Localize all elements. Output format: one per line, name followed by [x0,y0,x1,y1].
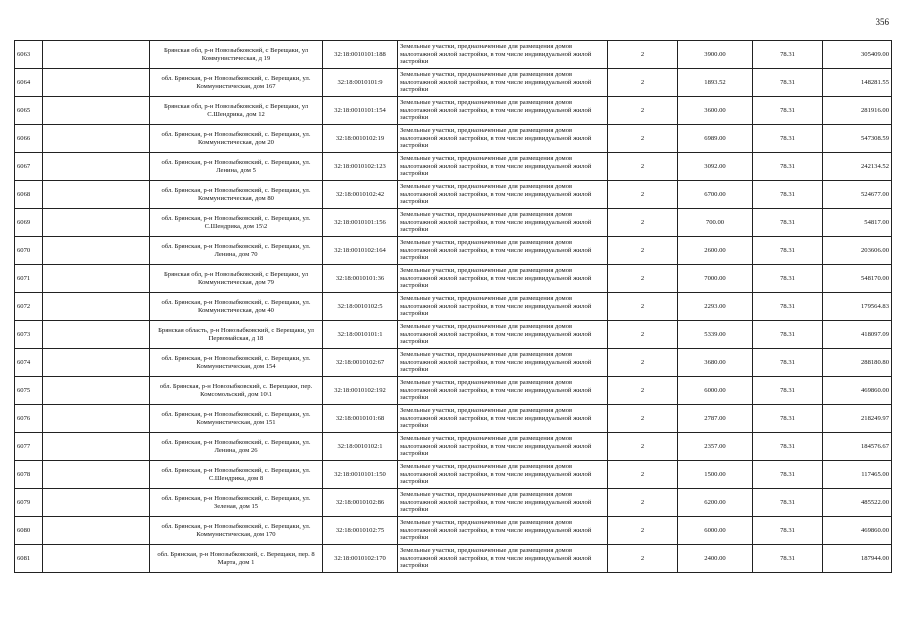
category-cell: 2 [608,545,678,573]
area-cell: 2600.00 [678,237,753,265]
record-number-cell: 6064 [15,69,43,97]
record-number-cell: 6063 [15,41,43,69]
category-cell: 2 [608,125,678,153]
table-row [15,489,892,517]
record-number-cell: 6075 [15,377,43,405]
cadastral-value-cell: 54817.00 [823,209,892,237]
page-number: 356 [875,17,889,27]
category-cell: 2 [608,153,678,181]
rate-cell: 78.31 [753,153,823,181]
spacer-cell [43,41,150,69]
rate-cell: 78.31 [753,377,823,405]
rate-cell: 78.31 [753,405,823,433]
address-cell: обл. Брянская, р-н Новозыбковский, с. Верещаки, ул. Коммунистическая, дом 80 [150,181,323,209]
cadastral-value-cell: 187944.00 [823,545,892,573]
permitted-use-cell: Земельные участки, предназначенные для размещения домов малоэтажной жилой застройки, в том числе индивидуальной жилой застройки [398,405,608,433]
spacer-cell [43,489,150,517]
table-row [15,461,892,489]
address-cell: обл. Брянская, р-н Новозыбковский, с. Верещаки, пер. Комсомольский, дом 10\1 [150,377,323,405]
record-number-cell: 6081 [15,545,43,573]
cadastral-number-cell: 32:18:0010102:123 [323,153,398,181]
address-cell: Брянская область, р-н Новозыбковский, с Верещаки, ул Первомайская, д 18 [150,321,323,349]
area-cell: 3092.00 [678,153,753,181]
cadastral-number-cell: 32:18:0010101:150 [323,461,398,489]
permitted-use-cell: Земельные участки, предназначенные для размещения домов малоэтажной жилой застройки, в том числе индивидуальной жилой застройки [398,433,608,461]
rate-cell: 78.31 [753,209,823,237]
cadastral-value-cell: 524677.00 [823,181,892,209]
address-cell: обл. Брянская, р-н Новозыбковский, с. Верещаки, ул. Коммунистическая, дом 170 [150,517,323,545]
record-number-cell: 6066 [15,125,43,153]
permitted-use-cell: Земельные участки, предназначенные для размещения домов малоэтажной жилой застройки, в том числе индивидуальной жилой застройки [398,293,608,321]
table-row [15,69,892,97]
cadastral-value-cell: 418097.09 [823,321,892,349]
spacer-cell [43,405,150,433]
land-plot-registry-table [14,40,892,573]
rate-cell: 78.31 [753,293,823,321]
record-number-cell: 6073 [15,321,43,349]
table-row [15,433,892,461]
rate-cell: 78.31 [753,433,823,461]
area-cell: 6000.00 [678,517,753,545]
permitted-use-cell: Земельные участки, предназначенные для размещения домов малоэтажной жилой застройки, в том числе индивидуальной жилой застройки [398,97,608,125]
table-row [15,349,892,377]
category-cell: 2 [608,237,678,265]
record-number-cell: 6077 [15,433,43,461]
category-cell: 2 [608,517,678,545]
cadastral-value-cell: 469860.00 [823,377,892,405]
rate-cell: 78.31 [753,517,823,545]
table-row [15,237,892,265]
category-cell: 2 [608,433,678,461]
cadastral-value-cell: 281916.00 [823,97,892,125]
record-number-cell: 6079 [15,489,43,517]
cadastral-value-cell: 203606.00 [823,237,892,265]
cadastral-number-cell: 32:18:0010102:86 [323,489,398,517]
record-number-cell: 6080 [15,517,43,545]
spacer-cell [43,349,150,377]
rate-cell: 78.31 [753,349,823,377]
cadastral-value-cell: 485522.00 [823,489,892,517]
cadastral-number-cell: 32:18:0010101:156 [323,209,398,237]
permitted-use-cell: Земельные участки, предназначенные для размещения домов малоэтажной жилой застройки, в том числе индивидуальной жилой застройки [398,265,608,293]
table-row [15,517,892,545]
spacer-cell [43,69,150,97]
registry-body [15,41,892,573]
address-cell: Брянская обл, р-н Новозыбковский, с Верещаки, ул С.Шендрика, дом 12 [150,97,323,125]
record-number-cell: 6076 [15,405,43,433]
address-cell: обл. Брянская, р-н Новозыбковский, с. Верещаки, ул. С.Шендрика, дом 8 [150,461,323,489]
permitted-use-cell: Земельные участки, предназначенные для размещения домов малоэтажной жилой застройки, в том числе индивидуальной жилой застройки [398,461,608,489]
permitted-use-cell: Земельные участки, предназначенные для размещения домов малоэтажной жилой застройки, в том числе индивидуальной жилой застройки [398,125,608,153]
rate-cell: 78.31 [753,461,823,489]
spacer-cell [43,237,150,265]
spacer-cell [43,293,150,321]
address-cell: обл. Брянская, р-н Новозыбковский, с. Верещаки, ул. Ленина, дом 26 [150,433,323,461]
address-cell: Брянская обл, р-н Новозыбковский, с Верещаки, ул Коммунистическая, д 19 [150,41,323,69]
permitted-use-cell: Земельные участки, предназначенные для размещения домов малоэтажной жилой застройки, в том числе индивидуальной жилой застройки [398,69,608,97]
cadastral-value-cell: 305409.00 [823,41,892,69]
record-number-cell: 6067 [15,153,43,181]
category-cell: 2 [608,461,678,489]
table-row [15,41,892,69]
spacer-cell [43,125,150,153]
category-cell: 2 [608,321,678,349]
area-cell: 2357.00 [678,433,753,461]
spacer-cell [43,461,150,489]
spacer-cell [43,181,150,209]
spacer-cell [43,321,150,349]
area-cell: 6700.00 [678,181,753,209]
permitted-use-cell: Земельные участки, предназначенные для размещения домов малоэтажной жилой застройки, в том числе индивидуальной жилой застройки [398,545,608,573]
table-row [15,153,892,181]
permitted-use-cell: Земельные участки, предназначенные для размещения домов малоэтажной жилой застройки, в том числе индивидуальной жилой застройки [398,237,608,265]
permitted-use-cell: Земельные участки, предназначенные для размещения домов малоэтажной жилой застройки, в том числе индивидуальной жилой застройки [398,489,608,517]
area-cell: 700.00 [678,209,753,237]
spacer-cell [43,433,150,461]
category-cell: 2 [608,265,678,293]
spacer-cell [43,209,150,237]
table-row [15,377,892,405]
area-cell: 5339.00 [678,321,753,349]
category-cell: 2 [608,293,678,321]
address-cell: обл. Брянская, р-н Новозыбковский, с. Верещаки, ул. Коммунистическая, дом 40 [150,293,323,321]
spacer-cell [43,153,150,181]
permitted-use-cell: Земельные участки, предназначенные для размещения домов малоэтажной жилой застройки, в том числе индивидуальной жилой застройки [398,41,608,69]
cadastral-value-cell: 547308.59 [823,125,892,153]
spacer-cell [43,265,150,293]
spacer-cell [43,545,150,573]
permitted-use-cell: Земельные участки, предназначенные для размещения домов малоэтажной жилой застройки, в том числе индивидуальной жилой застройки [398,153,608,181]
address-cell: обл. Брянская, р-н Новозыбковский, с. Верещаки, ул. С.Шендрика, дом 15\2 [150,209,323,237]
address-cell: обл. Брянская, р-н Новозыбковский, с. Верещаки, ул. Зеленая, дом 15 [150,489,323,517]
spacer-cell [43,97,150,125]
table-row [15,209,892,237]
table-row [15,405,892,433]
record-number-cell: 6068 [15,181,43,209]
cadastral-number-cell: 32:18:0010102:1 [323,433,398,461]
cadastral-value-cell: 184576.67 [823,433,892,461]
record-number-cell: 6071 [15,265,43,293]
cadastral-number-cell: 32:18:0010101:68 [323,405,398,433]
category-cell: 2 [608,181,678,209]
area-cell: 2787.00 [678,405,753,433]
spacer-cell [43,517,150,545]
cadastral-number-cell: 32:18:0010101:36 [323,265,398,293]
record-number-cell: 6078 [15,461,43,489]
record-number-cell: 6072 [15,293,43,321]
rate-cell: 78.31 [753,237,823,265]
cadastral-number-cell: 32:18:0010101:9 [323,69,398,97]
rate-cell: 78.31 [753,69,823,97]
area-cell: 7000.00 [678,265,753,293]
address-cell: обл. Брянская, р-н Новозыбковский, с. Верещаки, ул. Коммунистическая, дом 154 [150,349,323,377]
cadastral-value-cell: 288180.80 [823,349,892,377]
cadastral-number-cell: 32:18:0010102:67 [323,349,398,377]
category-cell: 2 [608,489,678,517]
record-number-cell: 6069 [15,209,43,237]
table-row [15,265,892,293]
permitted-use-cell: Земельные участки, предназначенные для размещения домов малоэтажной жилой застройки, в том числе индивидуальной жилой застройки [398,349,608,377]
area-cell: 3600.00 [678,97,753,125]
table-row [15,125,892,153]
area-cell: 3680.00 [678,349,753,377]
cadastral-number-cell: 32:18:0010102:192 [323,377,398,405]
cadastral-value-cell: 179564.83 [823,293,892,321]
address-cell: обл. Брянская, р-н Новозыбковский, с. Верещаки, ул. Коммунистическая, дом 151 [150,405,323,433]
rate-cell: 78.31 [753,181,823,209]
cadastral-number-cell: 32:18:0010102:170 [323,545,398,573]
category-cell: 2 [608,69,678,97]
rate-cell: 78.31 [753,489,823,517]
area-cell: 6200.00 [678,489,753,517]
address-cell: обл. Брянская, р-н Новозыбковский, с. Верещаки, пер. 8 Марта, дом 1 [150,545,323,573]
address-cell: Брянская обл, р-н Новозыбковский, с Верещаки, ул Коммунистическая, дом 79 [150,265,323,293]
address-cell: обл. Брянская, р-н Новозыбковский, с. Верещаки, ул. Коммунистическая, дом 20 [150,125,323,153]
area-cell: 6989.00 [678,125,753,153]
category-cell: 2 [608,349,678,377]
area-cell: 3900.00 [678,41,753,69]
rate-cell: 78.31 [753,321,823,349]
category-cell: 2 [608,209,678,237]
cadastral-value-cell: 242134.52 [823,153,892,181]
table-row [15,181,892,209]
cadastral-value-cell: 148281.55 [823,69,892,97]
category-cell: 2 [608,41,678,69]
permitted-use-cell: Земельные участки, предназначенные для размещения домов малоэтажной жилой застройки, в том числе индивидуальной жилой застройки [398,321,608,349]
area-cell: 1500.00 [678,461,753,489]
address-cell: обл. Брянская, р-н Новозыбковский, с. Верещаки, ул. Ленина, дом 70 [150,237,323,265]
table-row [15,293,892,321]
cadastral-value-cell: 469860.00 [823,517,892,545]
cadastral-number-cell: 32:18:0010102:19 [323,125,398,153]
rate-cell: 78.31 [753,125,823,153]
category-cell: 2 [608,405,678,433]
permitted-use-cell: Земельные участки, предназначенные для размещения домов малоэтажной жилой застройки, в том числе индивидуальной жилой застройки [398,377,608,405]
area-cell: 2400.00 [678,545,753,573]
permitted-use-cell: Земельные участки, предназначенные для размещения домов малоэтажной жилой застройки, в том числе индивидуальной жилой застройки [398,517,608,545]
rate-cell: 78.31 [753,41,823,69]
cadastral-number-cell: 32:18:0010102:42 [323,181,398,209]
table-row [15,97,892,125]
category-cell: 2 [608,377,678,405]
cadastral-value-cell: 548170.00 [823,265,892,293]
permitted-use-cell: Земельные участки, предназначенные для размещения домов малоэтажной жилой застройки, в том числе индивидуальной жилой застройки [398,209,608,237]
table-row [15,545,892,573]
cadastral-number-cell: 32:18:0010102:5 [323,293,398,321]
record-number-cell: 6074 [15,349,43,377]
spacer-cell [43,377,150,405]
rate-cell: 78.31 [753,545,823,573]
record-number-cell: 6065 [15,97,43,125]
table-row [15,321,892,349]
category-cell: 2 [608,97,678,125]
address-cell: обл. Брянская, р-н Новозыбковский, с. Верещаки, ул. Коммунистическая, дом 167 [150,69,323,97]
area-cell: 6000.00 [678,377,753,405]
address-cell: обл. Брянская, р-н Новозыбковский, с. Верещаки, ул. Ленина, дом 5 [150,153,323,181]
cadastral-number-cell: 32:18:0010101:1 [323,321,398,349]
cadastral-number-cell: 32:18:0010101:154 [323,97,398,125]
rate-cell: 78.31 [753,97,823,125]
cadastral-value-cell: 218249.97 [823,405,892,433]
area-cell: 2293.00 [678,293,753,321]
permitted-use-cell: Земельные участки, предназначенные для размещения домов малоэтажной жилой застройки, в том числе индивидуальной жилой застройки [398,181,608,209]
cadastral-number-cell: 32:18:0010102:164 [323,237,398,265]
rate-cell: 78.31 [753,265,823,293]
cadastral-number-cell: 32:18:0010101:188 [323,41,398,69]
record-number-cell: 6070 [15,237,43,265]
cadastral-number-cell: 32:18:0010102:75 [323,517,398,545]
cadastral-value-cell: 117465.00 [823,461,892,489]
area-cell: 1893.52 [678,69,753,97]
